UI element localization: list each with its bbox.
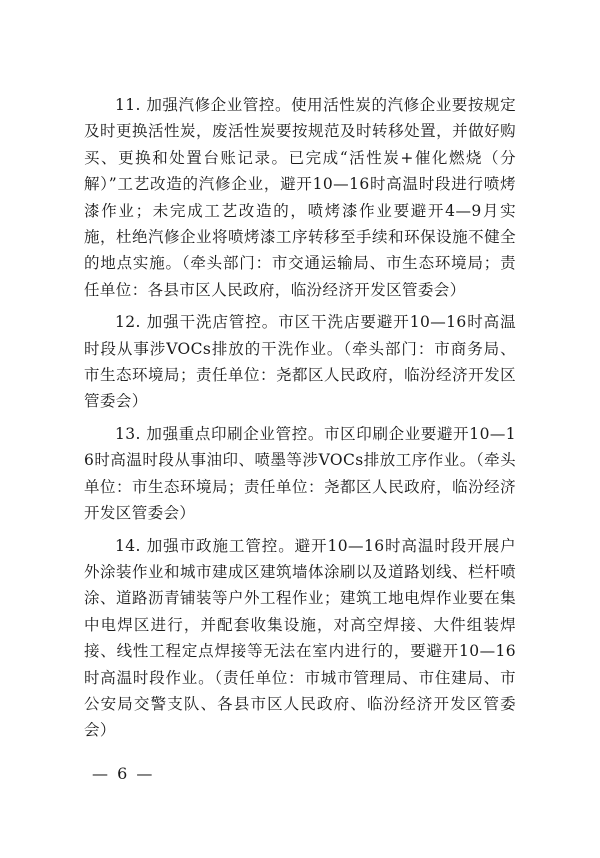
paragraph-14: 14. 加强市政施工管控。避开10—16时高温时段开展户外涂装作业和城市建成区建筑墙体涂刷以及道路划线、栏杆喷涂、道路沥青铺装等户外工程作业；建筑工地电焊作业要在集中电焊区进行，并配套收集设施，对高空焊接、大件组装焊接、线性工程定点焊接等无法在室内进行的，要避开10—16时高温时段作业。（责任单位：市城市管理局、市住建局、市公安局交警支队、各县市区人民政府、临汾经济开发区管委会） (84, 536, 516, 740)
paragraph-13: 13. 加强重点印刷企业管控。市区印刷企业要避开10—16时高温时段从事油印、喷墨等涉VOCs排放工序作业。（牵头单位：市生态环境局；责任单位：尧都区人民政府，临汾经济开发区管委会） (84, 424, 516, 523)
paragraph-12: 12. 加强干洗店管控。市区干洗店要避开10—16时高温时段从事涉VOCs排放的干洗作业。（牵头部门：市商务局、市生态环境局；责任单位：尧都区人民政府，临汾经济开发区管委会） (84, 313, 516, 411)
paragraph-11: 11. 加强汽修企业管控。使用活性炭的汽修企业要按规定及时更换活性炭，废活性炭要按规范及时转移处置，并做好购买、更换和处置台账记录。已完成“活性炭+催化燃烧（分解）”工艺改造的汽修企业，避开10—16时高温时段进行喷烤漆作业；未完成工艺改造的，喷烤漆作业要避开4—9月实施，杜绝汽修企业将喷烤漆工序转移至手续和环保设施不健全的地点实施。（牵头部门：市交通运输局、市生态环境局；责任单位：各县市区人民政府，临汾经济开发区管委会） (84, 96, 516, 299)
page-number: — 6 — (92, 764, 155, 783)
document-body (84, 92, 516, 750)
